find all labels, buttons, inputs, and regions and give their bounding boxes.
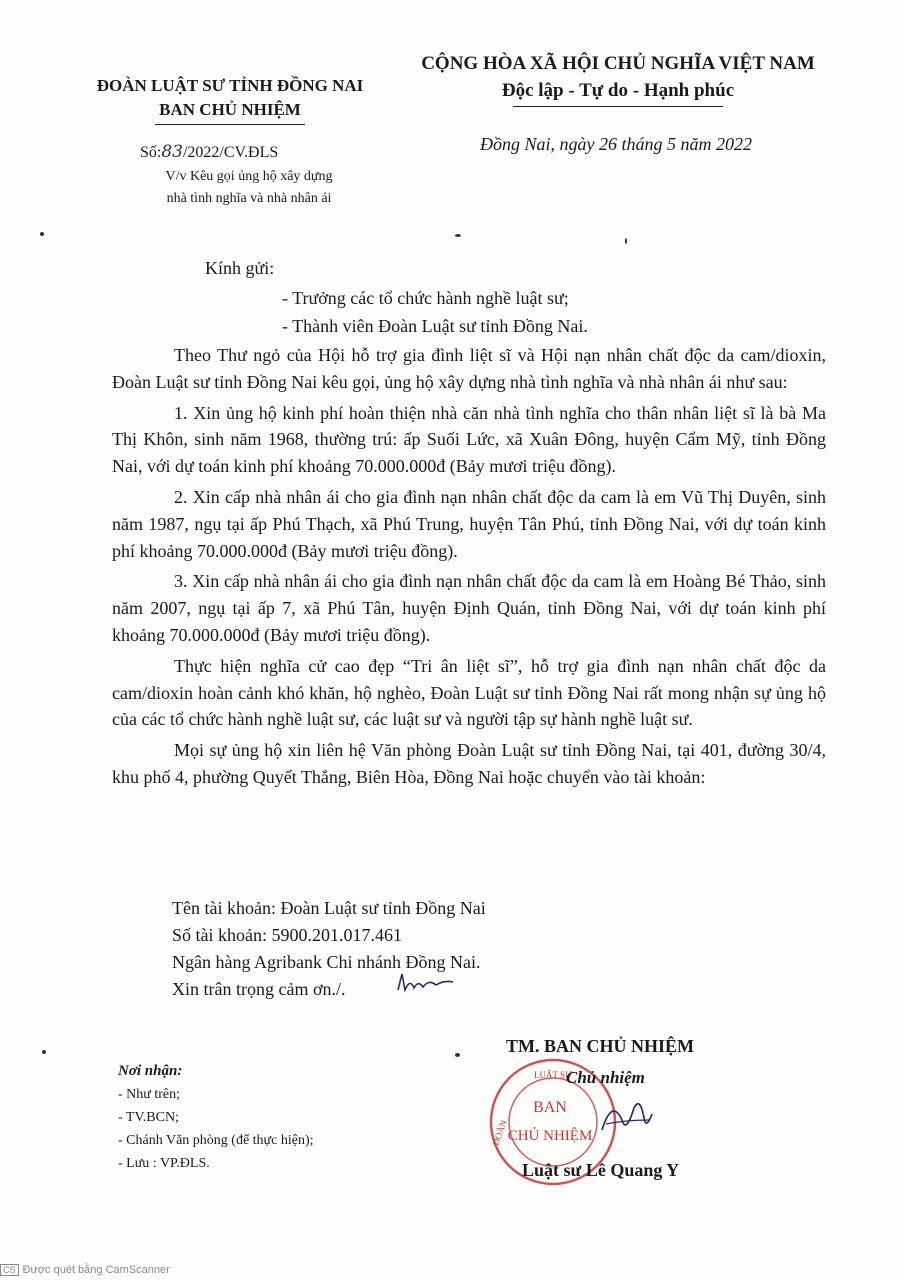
scanner-footer — [0, 1264, 170, 1276]
motto-underline — [513, 106, 723, 107]
signature-scribble — [596, 1090, 656, 1150]
closing-thanks: Xin trân trọng cảm ơn./. — [172, 979, 346, 999]
nation-block — [408, 50, 828, 107]
scan-speck — [455, 1053, 460, 1057]
docno-prefix: Số: — [140, 144, 162, 161]
receivers-title: Nơi nhận: — [118, 1063, 183, 1079]
scan-speck — [42, 1050, 46, 1054]
signature-title: TM. BAN CHỦ NHIỆM — [506, 1036, 694, 1056]
nation-name: CỘNG HÒA XÃ HỘI CHỦ NGHĨA VIỆT NAM — [421, 53, 815, 74]
nation-motto: Độc lập - Tự do - Hạnh phúc — [501, 80, 735, 101]
issuer-dept: BAN CHỦ NHIỆM — [159, 100, 301, 119]
account-bank: Ngân hàng Agribank Chi nhánh Đồng Nai. — [172, 952, 481, 972]
letter-body — [112, 342, 826, 795]
body-paragraph-item-1: 1. Xin ủng hộ kinh phí hoàn thiện nhà căn nhà tình nghĩa cho thân nhân liệt sĩ là bà Ma Thị Khôn, sinh năm 1968, thường trú: ấp Suối Lức, xã Xuân Đông, huyện Cẩm Mỹ, tỉnh Đồng Nai, với dự toán kinh phí khoảng 70.000.000đ (Bảy mươi triệu đồng). — [112, 402, 826, 477]
camscanner-badge: CS — [0, 1264, 19, 1276]
document-date: Đồng Nai, ngày 26 tháng 5 năm 2022 — [480, 134, 752, 154]
issuer-block — [60, 74, 400, 125]
recipient-item: - Thành viên Đoàn Luật sư tỉnh Đồng Nai. — [282, 316, 588, 336]
scan-speck — [40, 232, 44, 236]
initials-scribble — [396, 970, 456, 996]
recipient-list — [282, 284, 588, 340]
body-paragraph-intro: Theo Thư ngỏ của Hội hỗ trợ gia đình liệt sĩ và Hội nạn nhân chất độc da cam/dioxin, Đoàn Luật sư tỉnh Đồng Nai kêu gọi, ủng hộ xây dựng nhà tình nghĩa và nhà nhân ái như sau: — [112, 345, 826, 392]
issuer-org: ĐOÀN LUẬT SƯ TỈNH ĐỒNG NAI — [96, 76, 364, 95]
account-number: Số tài khoản: 5900.201.017.461 — [172, 925, 402, 945]
docno-handwritten-number: 83 — [161, 142, 183, 162]
scanner-watermark-text: Được quét bằng CamScanner — [22, 1264, 170, 1276]
signer-name: Luật sư Lê Quang Y — [522, 1160, 680, 1180]
body-paragraph-appeal: Thực hiện nghĩa cử cao đẹp “Tri ân liệt sĩ”, hỗ trợ gia đình nạn nhân chất độc da cam/dioxin hoàn cảnh khó khăn, hộ nghèo, Đoàn Luật sư tỉnh Đồng Nai rất mong nhận sự ủng hộ của các tổ chức hành nghề luật sư, các luật sư và người tập sự hành nghề luật sư. — [112, 655, 826, 730]
receiver-item: - Lưu : VP.ĐLS. — [118, 1156, 210, 1171]
signature-role: Chủ nhiệm — [566, 1068, 645, 1087]
docno-suffix: /2022/CV.ĐLS — [182, 144, 279, 161]
scan-speck — [625, 238, 627, 244]
body-paragraph-contact: Mọi sự ủng hộ xin liên hệ Văn phòng Đoàn Luật sư tỉnh Đồng Nai, tại 401, đường 30/4, khu phố 4, phường Quyết Thắng, Biên Hòa, Đồng Nai hoặc chuyển vào tài khoản: — [112, 740, 826, 787]
account-name: Tên tài khoản: Đoàn Luật sư tỉnh Đồng Nai — [172, 898, 486, 918]
issuer-underline — [155, 124, 305, 125]
subject-line-2: nhà tình nghĩa và nhà nhân ái — [166, 191, 332, 206]
receivers-block — [118, 1060, 314, 1175]
greeting-label: Kính gửi: — [205, 258, 275, 278]
document-subject — [114, 166, 384, 210]
subject-line-1: V/v Kêu gọi ủng hộ xây dựng — [165, 169, 333, 184]
seal-text-1: BAN — [533, 1099, 567, 1116]
seal-text-2: CHỦ NHIỆM — [507, 1128, 593, 1144]
body-paragraph-item-2: 2. Xin cấp nhà nhân ái cho gia đình nạn nhân chất độc da cam là em Vũ Thị Duyên, sinh năm 1987, ngụ tại ấp Phú Thạch, xã Phú Trung, huyện Tân Phú, tỉnh Đồng Nai, với dự toán kinh phí khoảng 70.000.000đ (Bảy mươi triệu đồng). — [112, 486, 826, 561]
recipient-item: - Trưởng các tổ chức hành nghề luật sư; — [282, 288, 569, 308]
receiver-item: - Chánh Văn phòng (để thực hiện); — [118, 1133, 314, 1148]
seal-ring-top: LUẬT SƯ — [533, 1070, 573, 1080]
scan-speck — [455, 234, 461, 237]
receiver-item: - TV.BCN; — [118, 1110, 179, 1125]
receiver-item: - Như trên; — [118, 1087, 181, 1102]
body-paragraph-item-3: 3. Xin cấp nhà nhân ái cho gia đình nạn nhân chất độc da cam là em Hoàng Bé Thảo, sinh năm 2007, ngụ tại ấp 7, xã Phú Tân, huyện Định Quán, tỉnh Đồng Nai, với dự toán kinh phí khoảng 70.000.000đ (Bảy mươi triệu đồng). — [112, 571, 826, 645]
seal-ring-side: ĐOÀN — [490, 1118, 509, 1147]
document-number — [140, 142, 278, 162]
